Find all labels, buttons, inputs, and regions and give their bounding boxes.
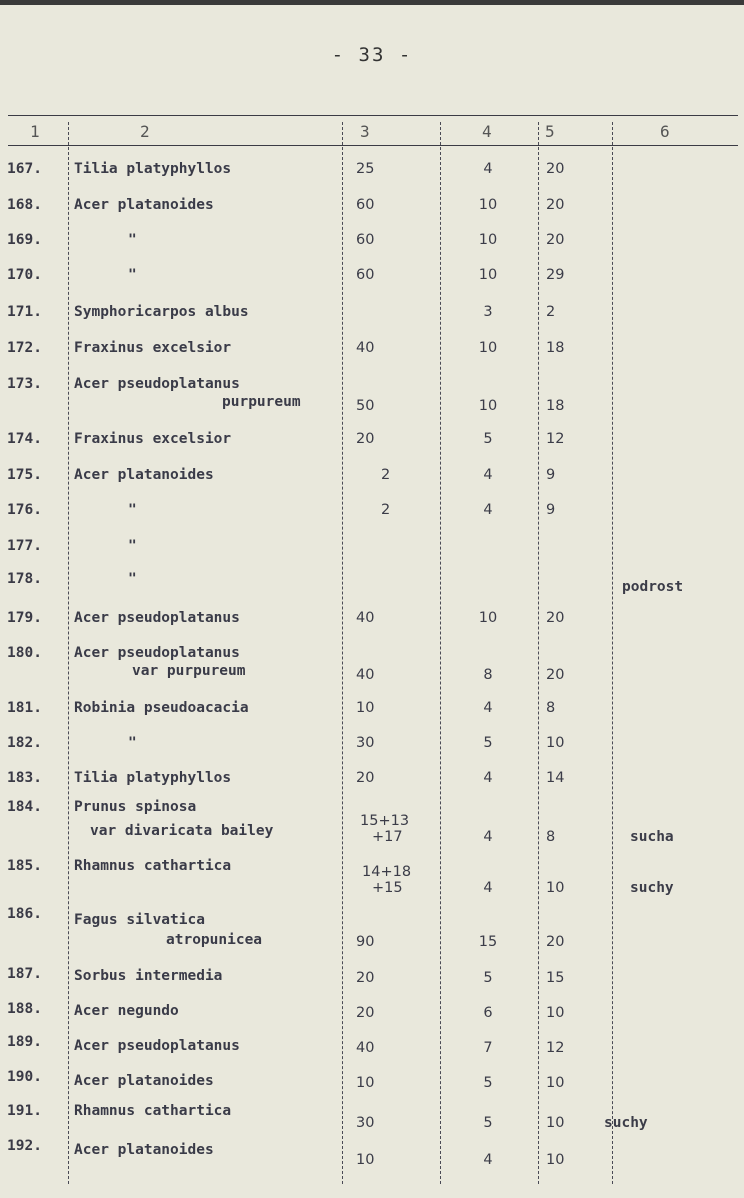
col-5-value: 14	[546, 770, 565, 786]
species-variety: atropunicea	[166, 932, 263, 948]
table-row	[0, 304, 744, 334]
col-5-value: 18	[546, 340, 565, 356]
col-5-value: 10	[546, 1152, 565, 1168]
row-number: 181.	[7, 700, 42, 716]
col-3-value: 20	[356, 770, 375, 786]
table-row	[0, 267, 744, 297]
table-row	[0, 197, 744, 227]
row-number: 188.	[7, 1001, 42, 1017]
col-5-value: 20	[546, 197, 565, 213]
row-number: 180.	[7, 645, 42, 661]
col-3-value: 40	[356, 610, 375, 626]
col-4-value: 4	[483, 880, 493, 896]
table-row	[0, 340, 744, 370]
row-number: 176.	[7, 502, 42, 518]
scan-edge	[0, 0, 744, 5]
col-4-value: 3	[483, 304, 493, 320]
table-row	[0, 1103, 744, 1133]
table-row	[0, 735, 744, 765]
header-underline	[8, 145, 738, 146]
col-4-value: 4	[483, 502, 493, 518]
table-row	[0, 431, 744, 461]
col-5-value: 20	[546, 161, 565, 177]
table-row	[0, 610, 744, 640]
col-5-value: 9	[546, 467, 556, 483]
table-top-rule	[8, 115, 738, 116]
species-name: Acer pseudoplatanus	[74, 376, 240, 392]
col-4-value: 5	[483, 431, 493, 447]
species-variety: var divaricata bailey	[90, 823, 274, 839]
col-3-value: 90	[356, 934, 375, 950]
col-3-value: 10	[356, 1075, 375, 1091]
col-3-value: 2	[381, 467, 391, 483]
species-name: Acer pseudoplatanus	[74, 645, 240, 661]
col-5-value: 10	[546, 880, 565, 896]
species-name: Robinia pseudoacacia	[74, 700, 249, 716]
table-row	[0, 467, 744, 497]
species-name: Acer pseudoplatanus	[74, 610, 240, 626]
row-number: 174.	[7, 431, 42, 447]
table-row	[0, 1001, 744, 1031]
col-5-value: 18	[546, 398, 565, 414]
species-name: Acer platanoides	[74, 467, 214, 483]
col-4-value: 4	[483, 1152, 493, 1168]
table-row	[0, 858, 744, 902]
col-3-value: 60	[356, 267, 375, 283]
table-row	[0, 376, 744, 428]
table-row	[0, 966, 744, 996]
col-5-value: 20	[546, 610, 565, 626]
header-col-6: 6	[660, 122, 670, 141]
table-row	[0, 700, 744, 730]
col-3-value: 60	[356, 197, 375, 213]
species-name: Tilia platyphyllos	[74, 770, 232, 786]
col-3-value: 2	[381, 502, 391, 518]
row-number: 167.	[7, 161, 42, 177]
ditto-mark: "	[128, 502, 137, 518]
col-4-value: 10	[478, 610, 498, 626]
table-row	[0, 1034, 744, 1064]
row-number: 190.	[7, 1069, 42, 1085]
col-3-value: 20	[356, 970, 375, 986]
col-5-value: 9	[546, 502, 556, 518]
table-row	[0, 232, 744, 262]
col-5-value: 8	[546, 829, 556, 845]
col-3-value: 30	[356, 1115, 375, 1131]
col-5-value: 12	[546, 1040, 565, 1056]
col-3-value: 10	[356, 700, 375, 716]
col-4-value: 15	[478, 934, 498, 950]
species-name: Symphoricarpos albus	[74, 304, 249, 320]
ditto-mark: "	[128, 735, 137, 751]
col-4-value: 4	[483, 700, 493, 716]
col-5-value: 10	[546, 1005, 565, 1021]
col-5-value: 15	[546, 970, 565, 986]
row-number: 177.	[7, 538, 42, 554]
col-3-value: 40	[356, 1040, 375, 1056]
row-number: 170.	[7, 267, 42, 283]
ditto-mark: "	[128, 538, 137, 554]
species-name: Acer platanoides	[74, 1142, 214, 1158]
col-6-note: suchy	[604, 1115, 648, 1131]
row-number: 171.	[7, 304, 42, 320]
col-4-value: 5	[483, 970, 493, 986]
col-4-value: 10	[478, 267, 498, 283]
header-col-5: 5	[545, 122, 555, 141]
header-col-1: 1	[30, 122, 40, 141]
row-number: 185.	[7, 858, 42, 874]
table-row	[0, 502, 744, 532]
row-number: 189.	[7, 1034, 42, 1050]
ditto-mark: "	[128, 232, 137, 248]
col-3-value: 20	[356, 1005, 375, 1021]
species-name: Sorbus intermedia	[74, 968, 223, 984]
col-3-value: 40	[356, 667, 375, 683]
col-3-value-extra: +15	[372, 880, 403, 896]
ditto-mark: "	[128, 571, 137, 587]
row-number: 172.	[7, 340, 42, 356]
col-4-value: 5	[483, 1075, 493, 1091]
col-5-value: 10	[546, 1115, 565, 1131]
col-3-value: 10	[356, 1152, 375, 1168]
col-6-note: podrost	[622, 579, 684, 595]
col-3-value: 30	[356, 735, 375, 751]
table-row	[0, 799, 744, 849]
col-3-value: 25	[356, 161, 375, 177]
row-number: 191.	[7, 1103, 42, 1119]
table-row	[0, 770, 744, 800]
header-col-3: 3	[360, 122, 370, 141]
species-name: Acer platanoides	[74, 197, 214, 213]
col-4-value: 5	[483, 735, 493, 751]
row-number: 173.	[7, 376, 42, 392]
species-name: Fraxinus excelsior	[74, 340, 232, 356]
species-name: Prunus spinosa	[74, 799, 197, 815]
col-4-value: 4	[483, 829, 493, 845]
col-3-value: 14+18	[362, 864, 412, 880]
row-number: 182.	[7, 735, 42, 751]
col-4-value: 8	[483, 667, 493, 683]
row-number: 184.	[7, 799, 42, 815]
col-4-value: 10	[478, 197, 498, 213]
table-row	[0, 906, 744, 956]
col-3-value: 15+13	[360, 813, 410, 829]
col-5-value: 2	[546, 304, 556, 320]
species-name: Rhamnus cathartica	[74, 1103, 232, 1119]
row-number: 178.	[7, 571, 42, 587]
col-3-value-extra: +17	[372, 829, 403, 845]
species-name: Acer pseudoplatanus	[74, 1038, 240, 1054]
col-6-note: sucha	[630, 829, 674, 845]
col-4-value: 10	[478, 232, 498, 248]
row-number: 169.	[7, 232, 42, 248]
col-4-value: 4	[483, 770, 493, 786]
row-number: 183.	[7, 770, 42, 786]
col-6-note: suchy	[630, 880, 674, 896]
species-variety: var purpureum	[132, 663, 246, 679]
col-3-value: 40	[356, 340, 375, 356]
header-col-4: 4	[482, 122, 492, 141]
col-5-value: 20	[546, 232, 565, 248]
page-number: - 33 -	[331, 44, 413, 66]
row-number: 186.	[7, 906, 42, 922]
col-5-value: 12	[546, 431, 565, 447]
col-5-value: 29	[546, 267, 565, 283]
col-5-value: 8	[546, 700, 556, 716]
col-4-value: 10	[478, 340, 498, 356]
species-name: Fagus silvatica	[74, 912, 205, 928]
table-row	[0, 645, 744, 695]
table-row	[0, 1138, 744, 1168]
species-name: Tilia platyphyllos	[74, 161, 232, 177]
col-5-value: 10	[546, 735, 565, 751]
col-5-value: 10	[546, 1075, 565, 1091]
species-name: Acer negundo	[74, 1003, 179, 1019]
table-row	[0, 571, 744, 601]
col-3-value: 60	[356, 232, 375, 248]
row-number: 187.	[7, 966, 42, 982]
table-row	[0, 1069, 744, 1099]
col-4-value: 7	[483, 1040, 493, 1056]
table-row	[0, 161, 744, 191]
col-4-value: 6	[483, 1005, 493, 1021]
species-name: Rhamnus cathartica	[74, 858, 232, 874]
col-3-value: 20	[356, 431, 375, 447]
species-variety: purpureum	[222, 394, 301, 410]
col-3-value: 50	[356, 398, 375, 414]
table-row	[0, 538, 744, 568]
col-4-value: 4	[483, 161, 493, 177]
col-4-value: 10	[478, 398, 498, 414]
col-4-value: 4	[483, 467, 493, 483]
row-number: 179.	[7, 610, 42, 626]
ditto-mark: "	[128, 267, 137, 283]
col-5-value: 20	[546, 934, 565, 950]
header-col-2: 2	[140, 122, 150, 141]
row-number: 192.	[7, 1138, 42, 1154]
row-number: 168.	[7, 197, 42, 213]
species-name: Fraxinus excelsior	[74, 431, 232, 447]
row-number: 175.	[7, 467, 42, 483]
col-5-value: 20	[546, 667, 565, 683]
species-name: Acer platanoides	[74, 1073, 214, 1089]
col-4-value: 5	[483, 1115, 493, 1131]
